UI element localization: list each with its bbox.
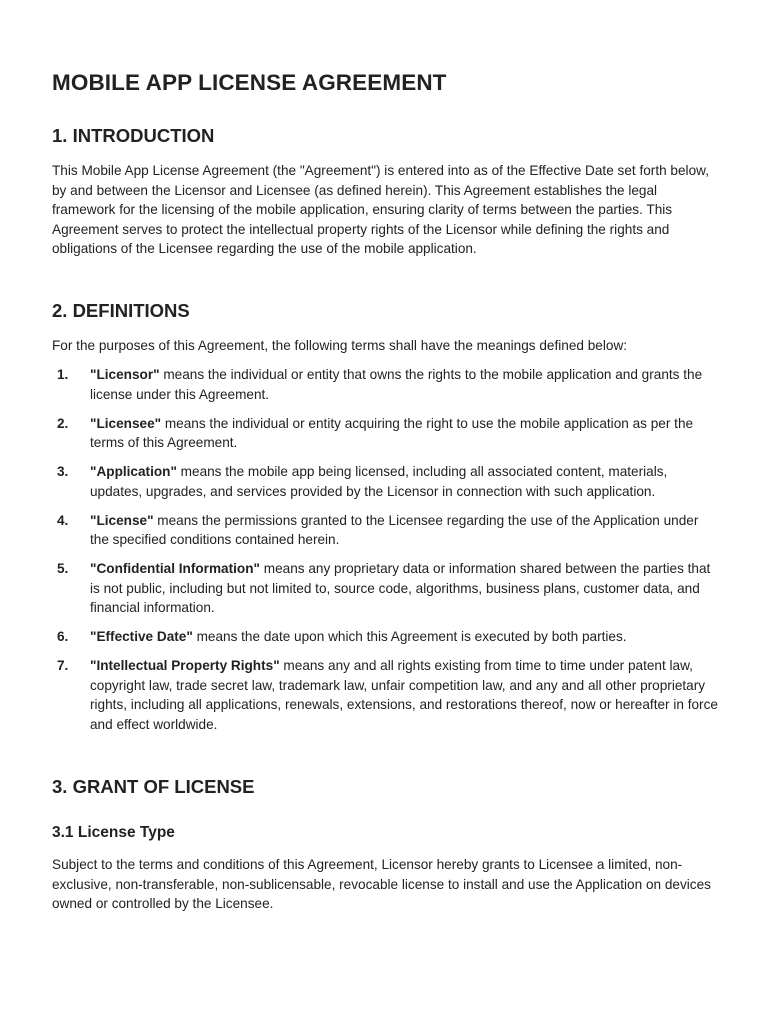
definition-number: 7. bbox=[57, 658, 69, 673]
definition-item bbox=[52, 365, 720, 404]
license-type-paragraph: Subject to the terms and conditions of this Agreement, Licensor hereby grants to Licensee a limited, non-exclusive, non-transferable, non-sublicensable, revocable license to install and use the Application on devices owned or controlled by the Licensee. bbox=[52, 857, 711, 911]
definitions-lead: For the purposes of this Agreement, the following terms shall have the meanings defined below: bbox=[52, 338, 628, 353]
definition-term: "Licensee" bbox=[90, 415, 162, 431]
definition-number: 5. bbox=[57, 561, 69, 576]
section-heading-introduction: 1. INTRODUCTION bbox=[52, 125, 215, 146]
definition-term: "Licensor" bbox=[90, 367, 160, 382]
definition-text: means the mobile app being licensed, including all associated content, materials, updates, upgrades, and services provided by the Licensor in connection with such application. bbox=[90, 464, 668, 499]
definition-item bbox=[52, 414, 720, 453]
definition-term: "Intellectual Property Rights" bbox=[90, 658, 280, 673]
definition-term: "Application" bbox=[90, 464, 177, 479]
definition-text: means any and all rights existing from time to time under patent law, copyright law, trade secret law, trademark law, unfair competition law, and any and all other proprietary rights, including all applications, renewals, extensions, and restorations thereof, now or hereafter in force and effect worldwide. bbox=[90, 658, 718, 732]
definition-item bbox=[52, 656, 720, 734]
definition-term: "Confidential Information" bbox=[90, 561, 260, 576]
definition-item bbox=[52, 559, 720, 618]
introduction-paragraph: This Mobile App License Agreement (the "Agreement") is entered into as of the Effective Date set forth below, by and between the Licensor and Licensee (as defined herein). This Agreement establishes the legal framework for the licensing of the mobile application, ensuring clarity of terms between the parties. This Agreement serves to protect the intellectual property rights of the Licensor while defining the rights and obligations of the Licensee regarding the use of the mobile application. bbox=[52, 163, 709, 256]
definition-text: means the permissions granted to the Licensee regarding the use of the Application under the specified conditions contained herein. bbox=[90, 512, 699, 547]
definition-text: means the individual or entity that owns the rights to the mobile application and grants the license under this Agreement. bbox=[90, 367, 703, 402]
definition-text: means any proprietary data or information shared between the parties that is not public, including but not limited to, source code, algorithms, business plans, customer data, and financial information. bbox=[90, 561, 711, 615]
definition-text: means the individual or entity acquiring the right to use the mobile application as per the terms of this Agreement. bbox=[90, 415, 694, 450]
section-heading-grant-of-license: 3. GRANT OF LICENSE bbox=[52, 776, 255, 797]
definition-item bbox=[52, 462, 720, 501]
definition-item bbox=[52, 627, 720, 647]
definition-number: 4. bbox=[57, 512, 69, 528]
definition-number: 3. bbox=[57, 464, 69, 479]
definition-number: 2. bbox=[57, 415, 69, 431]
document-title: MOBILE APP LICENSE AGREEMENT bbox=[52, 70, 447, 95]
definition-term: "Effective Date" bbox=[90, 629, 193, 644]
section-heading-definitions: 2. DEFINITIONS bbox=[52, 300, 190, 321]
subsection-heading-license-type: 3.1 License Type bbox=[52, 824, 175, 841]
definition-text: means the date upon which this Agreement is executed by both parties. bbox=[192, 629, 627, 644]
definition-number: 1. bbox=[57, 367, 69, 382]
definition-item bbox=[52, 511, 720, 550]
definition-number: 6. bbox=[57, 629, 69, 644]
definitions-list bbox=[52, 365, 720, 744]
definition-term: "License" bbox=[90, 512, 154, 528]
